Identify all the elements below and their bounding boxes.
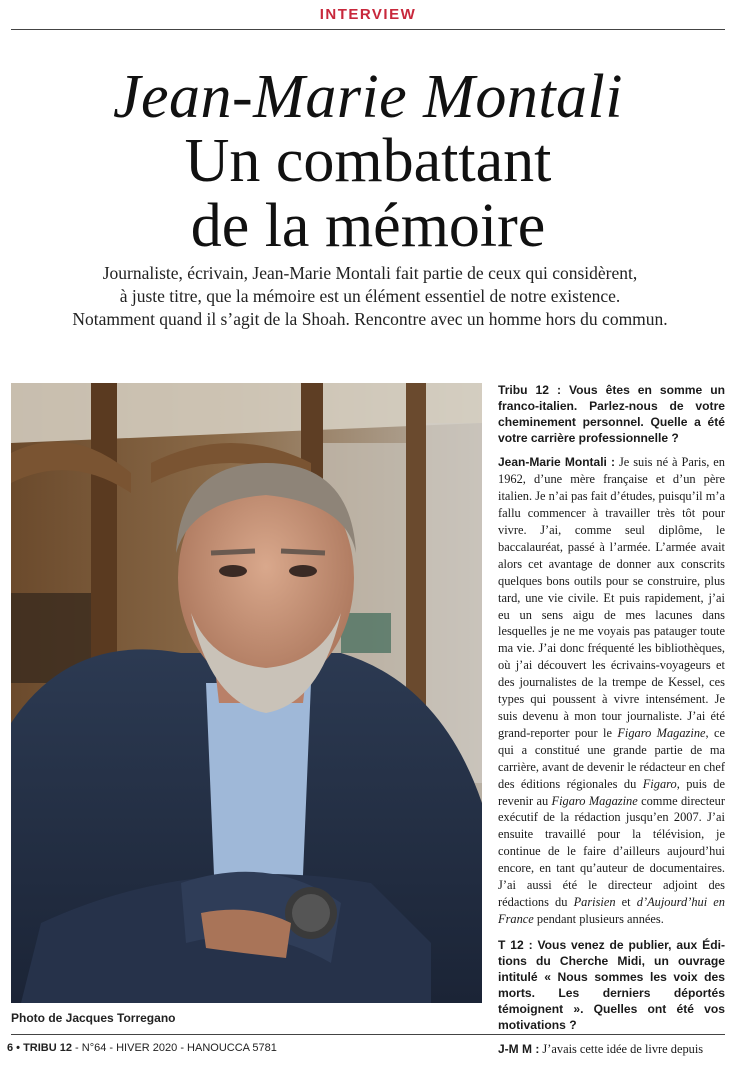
- answer-1-text-3: , puis de revenir au: [498, 776, 725, 808]
- answer-1-text-2: , ce qui a constitué une grande partie de ma carrière, avant de devenir le rédacteur en chef des éditions régionales du: [498, 725, 725, 791]
- answer-1-text-6: pendant plusieurs années.: [533, 911, 664, 926]
- question-1: Tribu 12 : Vous êtes en somme un franco-italien. Parlez-nous de votre cheminement personnel. Quelle a été votre carrière professionnelle ?: [498, 383, 725, 446]
- top-rule: [11, 29, 725, 30]
- headline: [0, 63, 736, 261]
- answer-1-title-4: Parisien: [573, 894, 616, 909]
- answer-1-text-5: et: [615, 894, 637, 909]
- photo-credit: Photo de Jacques Torregano: [11, 1011, 176, 1025]
- standfirst-line-3: Notamment quand il s’agit de la Shoah. Rencontre avec un homme hors du commun.: [72, 309, 668, 329]
- answer-1-speaker: Jean-Marie Montali :: [498, 455, 616, 470]
- page-folio: [7, 1042, 277, 1054]
- folio-details: - N°64 - HIVER 2020 - HANOUCCA 5781: [71, 1042, 277, 1054]
- headline-subtitle-line-2: de la mémoire: [190, 192, 546, 261]
- interview-column: [498, 382, 725, 1067]
- portrait-illustration: [11, 383, 482, 1003]
- folio-page-issue: 6 • TRIBU 12: [7, 1042, 72, 1054]
- answer-1-text-4: comme directeur exécutif de la rédaction jusqu’en 2007. J’ai ensuite travaillé pour la télévision, je continue de le faire d’ailleurs aujourd’hui encore, en tant qu’auteur de documentaires. J’ai aussi été le directeur adjoint des rédactions du: [498, 793, 725, 909]
- headline-subtitle-line-1: Un combattant: [184, 127, 552, 195]
- portrait-photo: [11, 383, 482, 1003]
- headline-name: Jean-Marie Montali: [112, 63, 624, 131]
- bottom-rule: [11, 1034, 725, 1035]
- answer-2-speaker: J-M M :: [498, 1042, 540, 1057]
- answer-1-title-3: Figaro Magazine: [551, 793, 638, 808]
- standfirst: [20, 262, 720, 331]
- question-2: T 12 : Vous venez de publier, aux Éditions du Cherche Midi, un ouvrage intitulé « Nous sommes les voix des morts. Les derniers déportés témoignent ». Quelles ont été vos motivations ?: [498, 937, 725, 1033]
- answer-1-title-2: Figaro: [642, 776, 677, 791]
- standfirst-line-1: Journaliste, écrivain, Jean-Marie Montali fait partie de ceux qui considèrent,: [102, 263, 638, 283]
- answer-1-title-1: Figaro Magazine: [617, 725, 706, 740]
- section-rubric: INTERVIEW: [319, 6, 417, 23]
- standfirst-line-2: à juste titre, que la mémoire est un élément essentiel de notre existence.: [119, 286, 621, 306]
- answer-1: [498, 454, 725, 927]
- answer-1-title-5: d’Aujourd’hui en France: [498, 894, 725, 926]
- answer-1-text-1: Je suis né à Paris, en 1962, d’une mère française et d’un père italien. Je n’ai pas fait d’études, puisqu’il m’a fallu commencer à travailler très tôt pour vivre. J’ai, comme seul diplôme, le baccalauréat, passé à l’armée. L’armée avait alors cet avantage de donner aux conscrits quelques bons outils pour se construire, plus tard, une vie civile. Et puis rapidement, j’ai eu un sens aigu de mes lacunes dans lesquelles je ne me voyais pas patauger toute ma vie. J’ai donc fréquenté les bibliothèques, où j’ai découvert les écrivains-voyageurs et des journalistes de la trempe de Kessel, ces types qui poussent à vivre intensément. Je suis devenu à mon tour journaliste. J’ai été grand-reporter pour le: [498, 455, 725, 740]
- answer-2-text-1: J’avais cette idée de livre depuis: [539, 1042, 704, 1057]
- answer-2: [498, 1041, 725, 1058]
